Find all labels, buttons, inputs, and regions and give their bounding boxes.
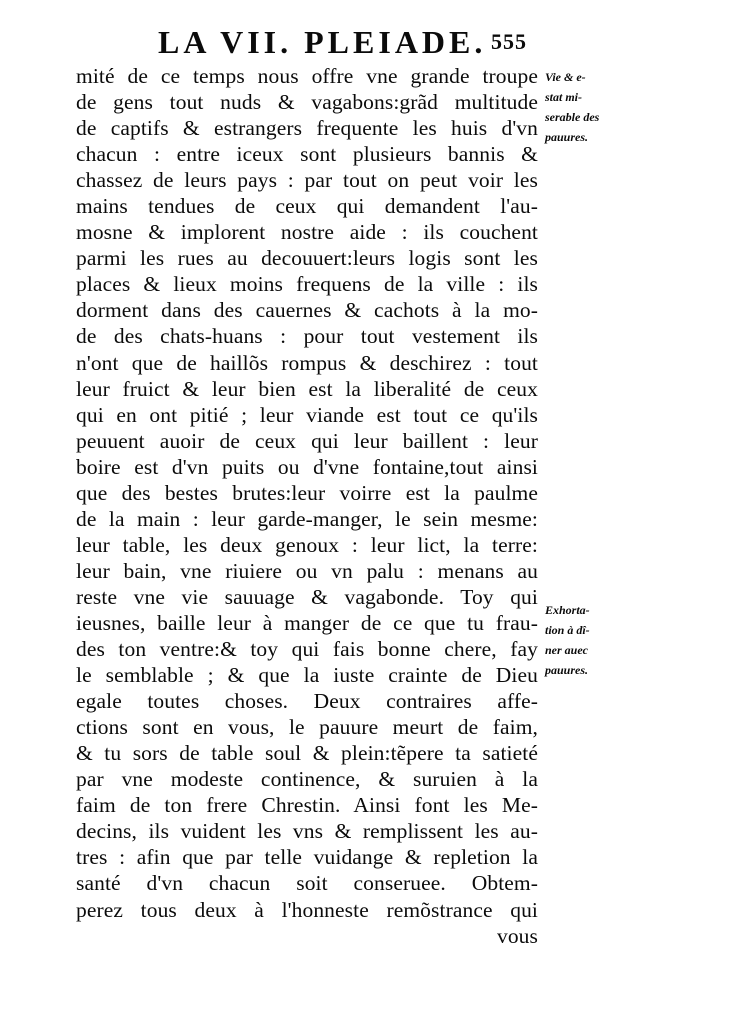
text-line: mité de ce temps nous offre vne grande troupe [76,64,538,88]
margin-note-line: serable des [545,110,600,124]
margin-note-line: pauures. [545,663,589,677]
text-line: egale toutes choses. Deux contraires affe- [76,689,538,714]
body-text [76,63,538,949]
text-line: ctions sont en vous, le pauure meurt de faim, [76,715,538,740]
text-line: que des bestes brutes:leur voirre est la paulme [76,480,538,505]
text-line: leur bain, vne riuiere ou vn palu : menans au [76,558,538,583]
text-line: ieusnes, baille leur à manger de ce que tu frau- [76,610,538,635]
margin-note-line: pauures. [545,130,589,144]
text-line: leur fruict & leur bien est la liberalité de ceux [76,376,538,401]
text-line: reste vne vie sauuage & vagabonde. Toy qui [76,584,538,609]
margin-note-line: tion à dî- [545,623,590,637]
text-line: boire est d'vn puits ou d'vne fontaine,tout ainsi [76,454,538,479]
text-line: de la main : leur garde-manger, le sein mesme: [76,506,538,531]
page-number: 555 [491,29,527,54]
text-line: leur table, les deux genoux : leur lict, la terre: [76,532,538,557]
margin-note-line: Exhorta- [545,603,590,617]
margin-note-exhortation [545,600,625,680]
text-line: par vne modeste continence, & suruien à la [76,767,538,792]
text-line: parmi les rues au decouuert:leurs logis sont les [76,246,538,271]
margin-note-line: ner auec [545,643,588,657]
text-line: & tu sors de table soul & plein:tẽpere ta satieté [76,741,538,766]
catchword: vous [496,923,538,948]
text-line: de des chats-huans : pour tout vestement ils [76,324,538,349]
text-line: faim de ton frere Chrestin. Ainsi font les Me- [76,793,538,818]
text-line: decins, ils vuident les vns & remplissent les au- [76,819,538,844]
running-head [0,22,739,62]
margin-note-poverty [545,67,625,147]
text-line: qui en ont pitié ; leur viande est tout ce qu'ils [76,402,538,427]
text-line: n'ont que de haillõs rompus & deschirez : tout [76,350,538,375]
text-line: mains tendues de ceux qui demandent l'au- [76,194,538,219]
margin-note-line: Vie & e- [545,70,586,84]
page-title: LA VII. PLEIADE. [158,24,487,60]
text-line: des ton ventre:& toy qui fais bonne chere, fay [76,637,538,662]
text-line: le semblable ; & que la iuste crainte de Dieu [76,663,538,688]
text-line: santé d'vn chacun soit conseruee. Obtem- [76,871,538,896]
text-line: peuuent auoir de ceux qui leur baillent : leur [76,428,538,453]
text-line: perez tous deux à l'honneste remõstrance qui [76,897,538,922]
text-line: mosne & implorent nostre aide : ils couchent [76,220,538,245]
text-line: tres : afin que par telle vuidange & repletion la [76,845,538,870]
text-line: chassez de leurs pays : par tout on peut voir les [76,168,538,193]
text-line: places & lieux moins frequens de la ville : ils [76,272,538,297]
text-line: de gens tout nuds & vagabons:grãd multitude [76,90,538,115]
margin-note-line: stat mi- [545,90,583,104]
text-line: chacun : entre iceux sont plusieurs bannis & [76,142,538,167]
text-line: dorment dans des cauernes & cachots à la mo- [76,298,538,323]
text-line: de captifs & estrangers frequente les huis d'vn [76,116,538,141]
